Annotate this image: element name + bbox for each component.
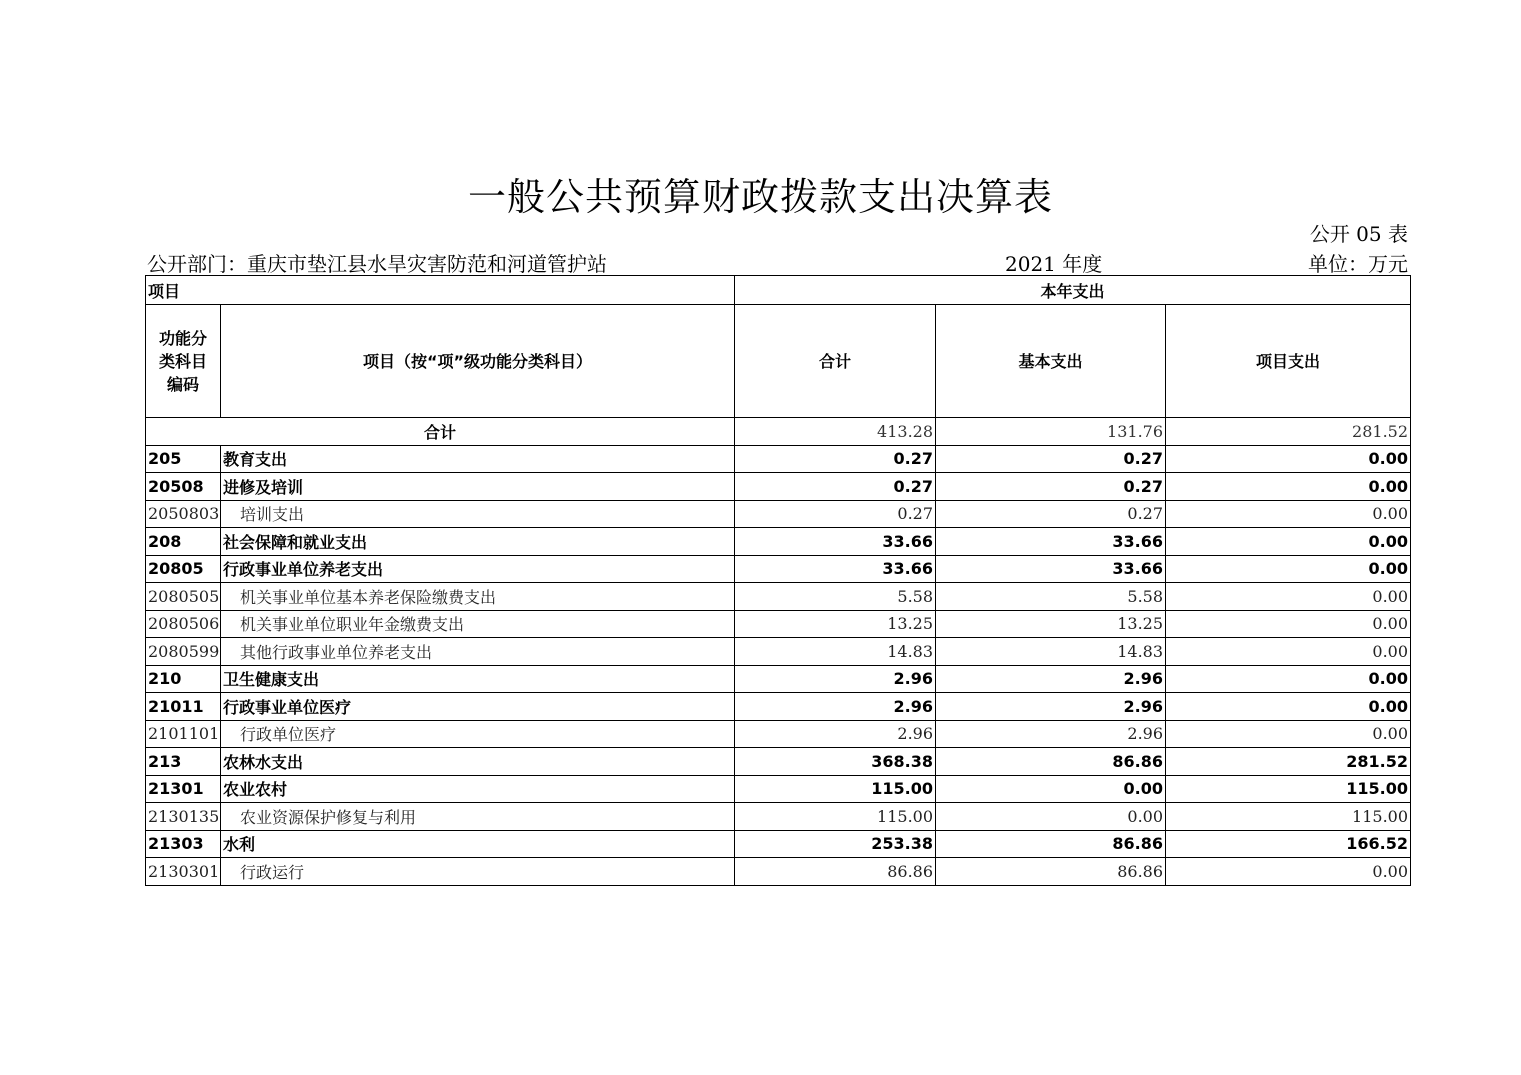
row-name: 其他行政事业单位养老支出 (221, 638, 735, 666)
form-number: 公开 05 表 (1309, 222, 1408, 246)
row-total: 13.25 (735, 610, 936, 638)
row-basic: 86.86 (936, 830, 1166, 858)
row-total: 2.96 (735, 665, 936, 693)
row-basic: 33.66 (936, 528, 1166, 556)
row-code: 21301 (146, 775, 221, 803)
row-project: 166.52 (1166, 830, 1411, 858)
total-label: 合计 (146, 418, 735, 446)
row-code: 20508 (146, 473, 221, 501)
row-code: 2050803 (146, 500, 221, 528)
row-project: 0.00 (1166, 665, 1411, 693)
table-row (146, 610, 1411, 638)
row-total: 14.83 (735, 638, 936, 666)
row-basic: 13.25 (936, 610, 1166, 638)
table-row (146, 803, 1411, 831)
table-row (146, 555, 1411, 583)
row-name: 农业农村 (221, 775, 735, 803)
row-basic: 0.27 (936, 500, 1166, 528)
header-basic: 基本支出 (936, 305, 1166, 418)
header-code: 功能分类科目编码 (146, 305, 221, 418)
row-name: 水利 (221, 830, 735, 858)
row-project: 0.00 (1166, 693, 1411, 721)
row-project: 0.00 (1166, 858, 1411, 886)
row-total: 33.66 (735, 528, 936, 556)
row-project: 115.00 (1166, 803, 1411, 831)
total-row (146, 418, 1411, 446)
table-row (146, 638, 1411, 666)
table-row (146, 500, 1411, 528)
header-project-expense: 项目支出 (1166, 305, 1411, 418)
row-code: 2080599 (146, 638, 221, 666)
row-basic: 2.96 (936, 720, 1166, 748)
row-project: 0.00 (1166, 583, 1411, 611)
row-basic: 0.00 (936, 775, 1166, 803)
table-row (146, 583, 1411, 611)
header-row-1 (146, 276, 1411, 305)
row-basic: 2.96 (936, 665, 1166, 693)
row-basic: 5.58 (936, 583, 1166, 611)
row-code: 208 (146, 528, 221, 556)
row-total: 253.38 (735, 830, 936, 858)
total-amount: 413.28 (735, 418, 936, 446)
row-code: 2130301 (146, 858, 221, 886)
table-row (146, 830, 1411, 858)
row-name: 行政事业单位养老支出 (221, 555, 735, 583)
row-project: 0.00 (1166, 500, 1411, 528)
row-basic: 86.86 (936, 858, 1166, 886)
row-name: 进修及培训 (221, 473, 735, 501)
row-code: 2101101 (146, 720, 221, 748)
row-name: 卫生健康支出 (221, 665, 735, 693)
row-basic: 0.27 (936, 445, 1166, 473)
meta-row (147, 248, 1408, 274)
row-project: 0.00 (1166, 528, 1411, 556)
row-total: 0.27 (735, 445, 936, 473)
row-code: 2130135 (146, 803, 221, 831)
header-name: 项目（按“项”级功能分类科目） (221, 305, 735, 418)
page-title: 一般公共预算财政拨款支出决算表 (467, 175, 1053, 219)
header-project: 项目 (146, 276, 735, 305)
header-row-2 (146, 305, 1411, 418)
row-project: 115.00 (1166, 775, 1411, 803)
unit-label: 单位：万元 (1308, 252, 1408, 276)
row-project: 0.00 (1166, 555, 1411, 583)
row-basic: 33.66 (936, 555, 1166, 583)
row-total: 0.27 (735, 473, 936, 501)
row-project: 0.00 (1166, 473, 1411, 501)
department-label: 公开部门：重庆市垫江县水旱灾害防范和河道管护站 (147, 252, 607, 276)
table-row (146, 720, 1411, 748)
header-total: 合计 (735, 305, 936, 418)
row-project: 0.00 (1166, 638, 1411, 666)
row-code: 2080505 (146, 583, 221, 611)
row-project: 0.00 (1166, 445, 1411, 473)
row-name: 行政单位医疗 (221, 720, 735, 748)
total-project: 281.52 (1166, 418, 1411, 446)
row-basic: 0.27 (936, 473, 1166, 501)
row-name: 农林水支出 (221, 748, 735, 776)
row-name: 农业资源保护修复与利用 (221, 803, 735, 831)
row-name: 教育支出 (221, 445, 735, 473)
row-basic: 0.00 (936, 803, 1166, 831)
row-code: 205 (146, 445, 221, 473)
row-code: 20805 (146, 555, 221, 583)
row-basic: 86.86 (936, 748, 1166, 776)
header-current-year-expense: 本年支出 (735, 276, 1411, 305)
row-total: 5.58 (735, 583, 936, 611)
row-total: 115.00 (735, 803, 936, 831)
row-code: 210 (146, 665, 221, 693)
year-label: 2021 年度 (1005, 252, 1103, 276)
row-name: 社会保障和就业支出 (221, 528, 735, 556)
table-row (146, 775, 1411, 803)
row-total: 368.38 (735, 748, 936, 776)
row-project: 0.00 (1166, 610, 1411, 638)
row-code: 21011 (146, 693, 221, 721)
row-code: 213 (146, 748, 221, 776)
row-total: 33.66 (735, 555, 936, 583)
row-code: 21303 (146, 830, 221, 858)
row-name: 机关事业单位基本养老保险缴费支出 (221, 583, 735, 611)
row-basic: 14.83 (936, 638, 1166, 666)
row-project: 0.00 (1166, 720, 1411, 748)
table-row (146, 445, 1411, 473)
table-row (146, 693, 1411, 721)
total-basic: 131.76 (936, 418, 1166, 446)
row-project: 281.52 (1166, 748, 1411, 776)
row-total: 2.96 (735, 693, 936, 721)
row-total: 0.27 (735, 500, 936, 528)
table-row (146, 528, 1411, 556)
table-row (146, 665, 1411, 693)
table-row (146, 473, 1411, 501)
row-name: 行政运行 (221, 858, 735, 886)
row-basic: 2.96 (936, 693, 1166, 721)
table-row (146, 858, 1411, 886)
row-total: 115.00 (735, 775, 936, 803)
row-name: 机关事业单位职业年金缴费支出 (221, 610, 735, 638)
row-total: 2.96 (735, 720, 936, 748)
row-code: 2080506 (146, 610, 221, 638)
row-name: 培训支出 (221, 500, 735, 528)
expense-table (145, 275, 1411, 886)
row-name: 行政事业单位医疗 (221, 693, 735, 721)
row-total: 86.86 (735, 858, 936, 886)
table-row (146, 748, 1411, 776)
